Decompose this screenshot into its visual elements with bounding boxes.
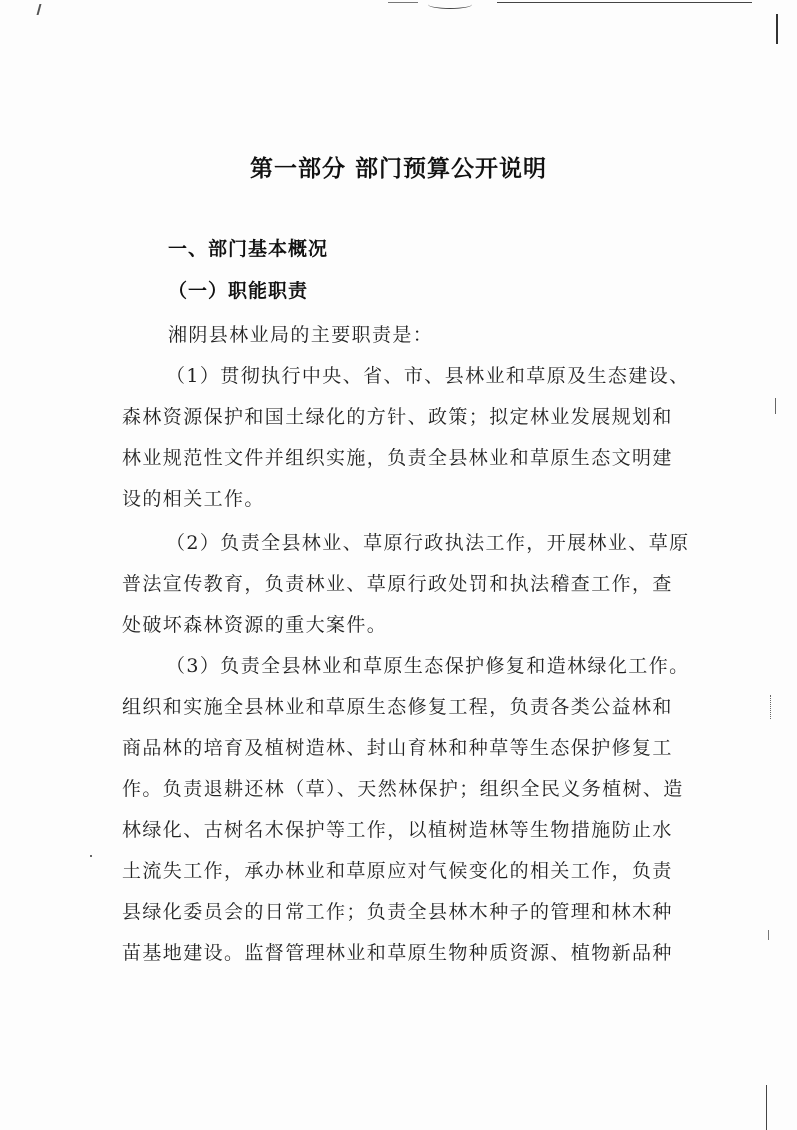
scan-artifact — [770, 695, 771, 719]
paragraph-line: 县绿化委员会的日常工作；负责全县林木种子的管理和林木种 — [122, 901, 673, 923]
paragraph-line: 设的相关工作。 — [122, 488, 265, 510]
paragraph-line: 普法宣传教育，负责林业、草原行政处罚和执法稽查工作，查 — [122, 573, 673, 595]
paragraph-line: 林业规范性文件并组织实施，负责全县林业和草原生态文明建 — [122, 447, 673, 469]
paragraph-line: （3）负责全县林业和草原生态保护修复和造林绿化工作。 — [166, 655, 690, 677]
paragraph-line: 林绿化、古树名木保护等工作，以植树造林等生物措施防止水 — [122, 819, 673, 841]
scan-artifact — [775, 398, 776, 414]
page-title: 第一部分 部门预算公开说明 — [249, 156, 547, 182]
scan-artifact — [497, 2, 752, 3]
paragraph-line: 土流失工作，承办林业和草原应对气候变化的相关工作，负责 — [122, 860, 673, 882]
paragraph-line: 组织和实施全县林业和草原生态修复工程，负责各类公益林和 — [122, 696, 673, 718]
scan-artifact — [90, 855, 92, 857]
subsection-heading: （一）职能职责 — [168, 280, 309, 302]
scan-artifact — [37, 4, 51, 15]
scan-artifact — [776, 14, 778, 44]
paragraph-line: 苗基地建设。监督管理林业和草原生物种质资源、植物新品种 — [122, 942, 673, 964]
scan-artifact — [388, 2, 418, 3]
section-heading: 一、部门基本概况 — [168, 238, 329, 260]
paragraph-line: 森林资源保护和国土绿化的方针、政策；拟定林业发展规划和 — [122, 406, 673, 428]
scan-artifact — [428, 0, 472, 9]
paragraph-line: 处破坏森林资源的重大案件。 — [122, 614, 388, 636]
paragraph-line: 商品林的培育及植树造林、封山育林和种草等生态保护修复工 — [122, 737, 673, 759]
scan-artifact — [766, 1085, 767, 1130]
paragraph-line: （2）负责全县林业、草原行政执法工作，开展林业、草原 — [166, 532, 690, 554]
paragraph-line: 湘阴县林业局的主要职责是： — [168, 324, 434, 346]
paragraph-line: （1）贯彻执行中央、省、市、县林业和草原及生态建设、 — [166, 365, 690, 387]
scan-artifact — [768, 930, 769, 940]
paragraph-line: 作。负责退耕还林（草）、天然林保护；组织全民义务植树、造 — [122, 778, 684, 800]
